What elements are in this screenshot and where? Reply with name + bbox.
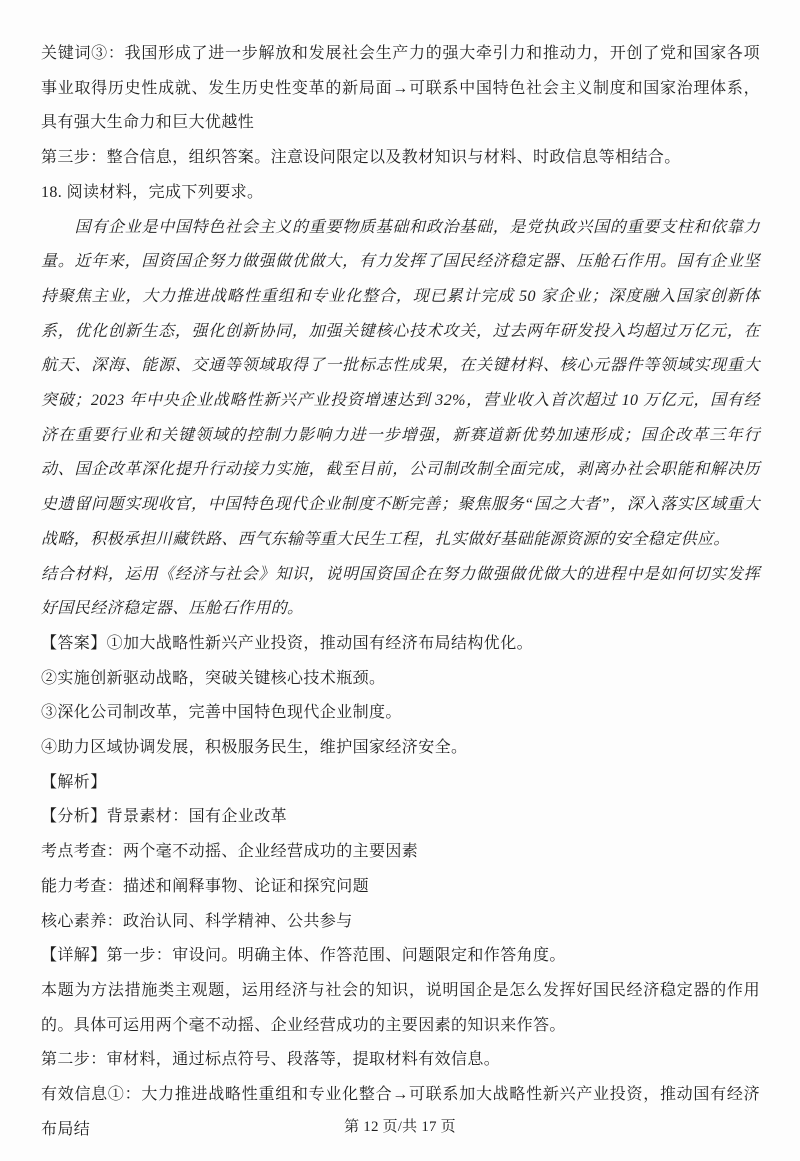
analysis-background-material: 【分析】背景素材：国有企业改革 — [41, 808, 288, 826]
answer-point-1: 【答案】①加大战略性新兴产业投资，推动国有经济布局结构优化。 — [41, 634, 534, 652]
core-literacy-line: 核心素养：政治认同、科学精神、公共参与 — [41, 912, 353, 930]
valid-info-1: 有效信息①：大力推进战略性重组和专业化整合→可联系加大战略性新兴产业投资，推动国有经济布局结 — [41, 1086, 760, 1138]
question-prompt: 结合材料，运用《经济与社会》知识，说明国资国企在努力做强做优做大的进程中是如何切实发挥好国民经济稳定器、压舱石作用的。 — [41, 565, 760, 618]
exam-point-line: 考点考查：两个毫不动摇、企业经营成功的主要因素 — [41, 843, 419, 861]
paragraph-step-3: 第三步：整合信息，组织答案。注意设问限定以及教材知识与材料、时政信息等相结合。 — [41, 149, 681, 167]
paragraph-keyword-3-continuation: 关键词③：我国形成了进一步解放和发展社会生产力的强大牵引力和推动力，开创了党和国家各项事业取得历史性成就、发生历史性变革的新局面→可联系中国特色社会主义制度和国家治理体系，具有强大生命力和巨大优越性 — [41, 45, 760, 132]
detail-step-2: 第二步：审材料，通过标点符号、段落等，提取材料有效信息。 — [41, 1051, 501, 1069]
question-18-heading: 18. 阅读材料，完成下列要求。 — [41, 183, 264, 201]
material-paragraph: 国有企业是中国特色社会主义的重要物质基础和政治基础，是党执政兴国的重要支柱和依靠力量。近年来，国资国企努力做强做优做大，有力发挥了国民经济稳定器、压舱石作用。国有企业坚持聚焦主业，大力推进战略性重组和专业化整合，现已累计完成 50 家企业；深度融入国家创新体系，优化创新生态，强化创新协同，加强关键核心技术攻关，过去两年研发投入均超过万亿元，在航天、深海、能源、交通等领域取得了一批标志性成果，在关键材料、核心元器件等领域实现重大突破；2023 年中央企业战略性新兴产业投资增速达到 32%，营业收入首次超过 10 万亿元，国有经济在重要行业和关键领域的控制力影响力进一步增强，新赛道新优势加速形成；国企改革三年行动、国企改革深化提升行动接力实施，截至目前，公司制改制全面完成，剥离办社会职能和解决历史遗留问题实现收官，中国特色现代企业制度不断完善；聚焦服务“国之大者”，深入落实区域重大战略，积极承担川藏铁路、西气东输等重大民生工程，扎实做好基础能源资源的安全稳定供应。 — [41, 218, 760, 548]
page-number: 第 12 页/共 17 页 — [344, 1119, 456, 1136]
answer-point-2: ②实施创新驱动战略，突破关键核心技术瓶颈。 — [41, 669, 386, 687]
analysis-header: 【解析】 — [41, 773, 107, 791]
detail-step-1-body: 本题为方法措施类主观题，运用经济与社会的知识，说明国企是怎么发挥好国民经济稳定器的作用的。具体可运用两个毫不动摇、企业经营成功的主要因素的知识来作答。 — [41, 981, 760, 1034]
answer-point-3: ③深化公司制改革，完善中国特色现代企业制度。 — [41, 704, 402, 722]
answer-point-4: ④助力区域协调发展，积极服务民生，维护国家经济安全。 — [41, 739, 468, 757]
ability-check-line: 能力考查：描述和阐释事物、论证和探究问题 — [41, 877, 370, 895]
detail-step-1: 【详解】第一步：审设问。明确主体、作答范围、问题限定和作答角度。 — [41, 947, 566, 965]
